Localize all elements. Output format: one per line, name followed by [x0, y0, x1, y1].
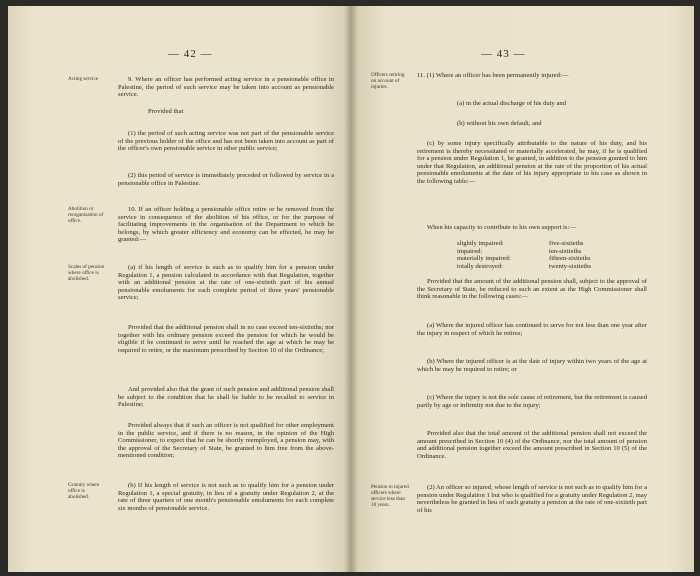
margin-note-abolition: Abolition or reorganisation of office.: [68, 206, 104, 224]
margin-note-injuries: Officers retiring on account of injuries.: [371, 72, 405, 90]
paragraph-11-c: (c) by some injury specifically attributable to the nature of his duty, and his retirement is thereby necessitated or materially accelerated, he may, if he is qualified for a pension under Regulation 1, be granted, in addition to the pension granted to him under that Regulation, an additional pension at the rate of the proportion of his actual pensionable emoluments at the date of his injury appropriate to his case as shown in the following table:—: [417, 140, 647, 185]
right-page: [351, 6, 694, 572]
page-number: — 42 —: [168, 48, 213, 60]
left-page: [8, 6, 351, 572]
table-row: materially impaired: fifteen-sixtieths: [457, 255, 591, 263]
paragraph-11-a: (a) in the actual discharge of his duty and: [457, 100, 567, 107]
reduction-c: (c) Where the injury is not the sole cause of retirement, but the retirement is caused partly by age or infirmity not due to the injury;: [417, 394, 647, 409]
paragraph-11-b: (b) without his own default, and: [457, 120, 542, 127]
table-row: impaired: ten-sixtieths: [457, 247, 582, 255]
paragraph-10-a: (a) if his length of service is such as to qualify him for a pension under Regulation 1, a pension calculated in accordance with that Regulation, together with an additional pension at the rate of one-sixtieth part of his annual pensionable emoluments for each complete period of three years' pensionable service;: [118, 264, 334, 302]
proviso-3: Provided always that if such an officer is not qualified for other employment in the public service, and if there is no reason, in the opinion of the High Commissioner, to expect that he can be shortly reemployed, a pension may, with the approval of the Secretary of State, be granted to him free from the above-mentioned condition;: [118, 422, 334, 460]
paragraph-9-2: (2) this period of service is immediately preceded or followed by service in a pensionable office in Palestine.: [118, 172, 334, 187]
proviso-amount: Provided that the amount of the additional pension shall, subject to the approval of the Secretary of State, be reduced to such an extent as the High Commissioner shall think reasonable in the following cases:—: [417, 278, 647, 301]
margin-note-scales: Scales of pension where office is abolished.: [68, 264, 105, 282]
proviso-1: Provided that the additional pension shall in no case exceed ten-sixtieths; nor together with his ordinary pension exceed the pension for which he would be eligible if he continued to serve until he reached the age at which he may be required to retire, or the maximum prescribed by Section 10 of the Ordinance;: [118, 324, 334, 354]
paragraph-10-b: (b) If his length of service is not such as to qualify him for a pension under Regulation 1, a special gratuity, in lieu of a gratuity under Regulation 2, at the rate of three quarters of one month's pensionable emoluments for each complete six months of pensionable service.: [118, 482, 334, 512]
paragraph-9-1: (1) the period of such acting service was not part of the pensionable service of the previous holder of the office and has not been taken into account as part of the officer's own pensionable service in other public service;: [118, 130, 334, 153]
paragraph-9: 9. Where an officer has performed acting service in a pensionable office in Palestine, the period of such service may be taken into account as pensionable service.: [118, 76, 334, 99]
open-booklet: [8, 6, 694, 572]
proviso-total: Provided also that the total amount of the additional pension shall not exceed the amount prescribed in Section 10 (4) of the Ordinance, nor the total amount of pension and additional pension together exceed the amount prescribed in Section 10 (5) of the Ordinance.: [417, 430, 647, 460]
paragraph-11-2: (2) An officer so injured, whose length of service is not such as to qualify him for a pension under Regulation 1 but who is qualified for a gratuity under Regulation 2, may nevertheless be granted in lieu of such gratuity a pension at the rate of one-sixtieth part of his: [417, 484, 647, 514]
table-row: slightly impaired: five-sixtieths: [457, 240, 584, 247]
page-number: — 43 —: [481, 48, 526, 60]
reduction-a: (a) Where the injured officer has continued to serve for not less than one year after the injury in respect of which he retires;: [417, 322, 647, 337]
paragraph-10: 10. If an officer holding a pensionable office retire or be removed from the service in consequence of the abolition of his office, or for the purpose of facilitating improvements in the organisation of the Department to which he belongs, by which greater efficiency and economy can be effected, he may be granted:—: [118, 206, 334, 244]
margin-note-pension-less: Pension to injured officers where service less than 10 years.: [371, 484, 409, 508]
injury-rate-table: [457, 240, 591, 270]
reduction-b: (b) Where the injured officer is at the date of injury within two years of the age at which he may be required to retire; or: [417, 358, 647, 373]
margin-note-gratuity: Gratuity where office is abolished.: [68, 482, 100, 500]
margin-note-acting: Acting service: [68, 76, 99, 82]
paragraph-11: 11. (1) Where an officer has been permanently injured:—: [417, 72, 569, 79]
capacity-intro: When his capacity to contribute to his own support is:—: [427, 224, 576, 231]
book-gutter: [344, 6, 358, 572]
proviso-2: And provided also that the grant of such pension and additional pension shall be subject to the condition that he shall be liable to be recalled to service in Palestine;: [118, 386, 334, 409]
provided-that: Provided that: [148, 108, 184, 115]
table-row: totally destroyed: twenty-sixtieths: [457, 262, 592, 270]
